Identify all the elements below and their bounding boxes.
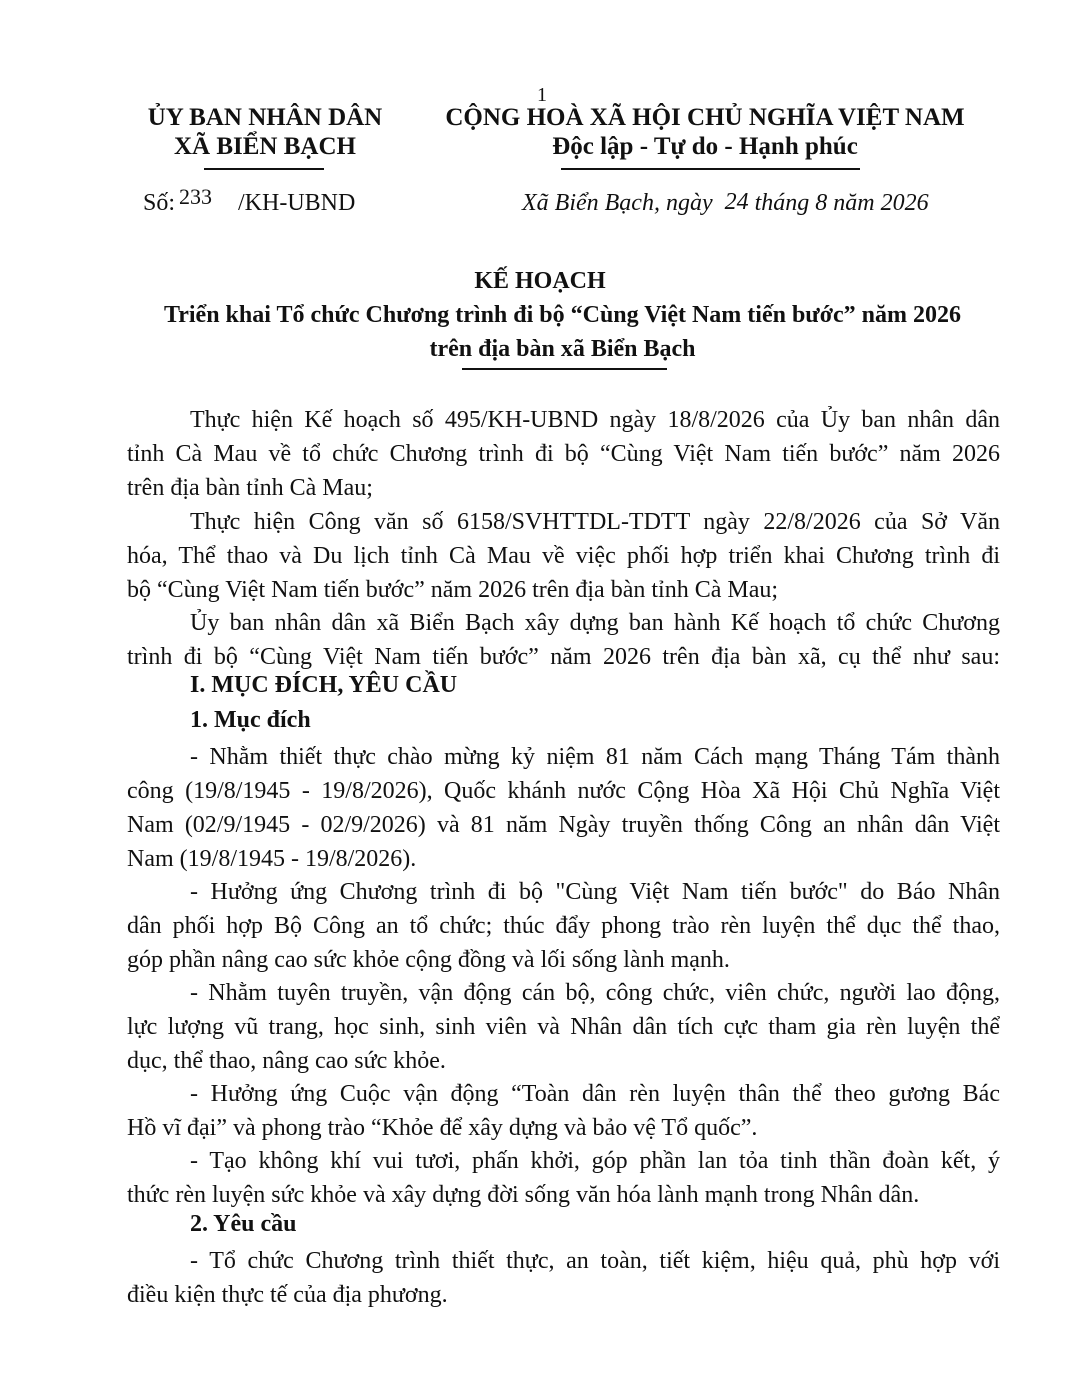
document-title-line-2: trên địa bàn xã Biển Bạch bbox=[429, 336, 696, 362]
text-line: điều kiện thực tế của địa phương. bbox=[127, 1282, 448, 1308]
subsection-2-heading: 2. Yêu cầu bbox=[190, 1211, 297, 1237]
document-number bbox=[143, 184, 356, 217]
text-line: hóa, Thể thao và Du lịch tỉnh Cà Mau về việc phối hợp triển khai Chương trình đi bbox=[127, 543, 1000, 569]
text-line: công (19/8/1945 - 19/8/2026), Quốc khánh nước Cộng Hòa Xã Hội Chủ Nghĩa Việt bbox=[127, 778, 1000, 804]
text-line: - Tạo không khí vui tươi, phấn khởi, góp phần lan tỏa tinh thần đoàn kết, ý bbox=[190, 1148, 1000, 1174]
text-line: thức rèn luyện sức khỏe và xây dựng đời sống văn hóa lành mạnh trong Nhân dân. bbox=[127, 1182, 920, 1208]
national-motto: Độc lập - Tự do - Hạnh phúc bbox=[552, 133, 858, 160]
date-month-label: tháng bbox=[754, 190, 810, 216]
intro-paragraph-1 bbox=[127, 403, 1000, 505]
purpose-item-2 bbox=[127, 875, 1000, 977]
issuer-name bbox=[110, 104, 420, 161]
date-day: 24 bbox=[724, 189, 749, 215]
text-line: trên địa bàn tỉnh Cà Mau; bbox=[127, 475, 373, 501]
number-label: Số: bbox=[143, 190, 176, 216]
subsection-1-heading: 1. Mục đích bbox=[190, 707, 311, 733]
purpose-item-1 bbox=[127, 740, 1000, 876]
text-line: Nam (02/9/1945 - 02/9/2026) và 81 năm Ngày truyền thống Công an nhân dân Việt bbox=[127, 812, 1000, 838]
text-line: bộ “Cùng Việt Nam tiến bước” năm 2026 trên địa bàn tỉnh Cà Mau; bbox=[127, 577, 779, 603]
text-line: góp phần nâng cao sức khỏe cộng đồng và lối sống lành mạnh. bbox=[127, 947, 730, 973]
text-line: Thực hiện Kế hoạch số 495/KH-UBND ngày 18/8/2026 của Ủy ban nhân dân bbox=[190, 407, 1000, 433]
text-line: - Nhằm tuyên truyền, vận động cán bộ, công chức, viên chức, người lao động, bbox=[190, 980, 1000, 1006]
date-year-label: năm bbox=[833, 190, 875, 216]
text-line: lực lượng vũ trang, học sinh, sinh viên và Nhân dân tích cực tham gia rèn luyện thể bbox=[127, 1014, 1000, 1040]
place-date-prefix: Xã Biển Bạch, ngày bbox=[522, 190, 713, 216]
intro-paragraph-2 bbox=[127, 505, 1000, 607]
text-line: Hồ vĩ đại” và phong trào “Khỏe để xây dựng và bảo vệ Tổ quốc”. bbox=[127, 1115, 758, 1141]
issuer-underline bbox=[204, 168, 324, 170]
page-number: 1 bbox=[537, 84, 547, 106]
date-year: 2026 bbox=[880, 190, 929, 216]
national-header bbox=[440, 104, 970, 161]
text-line: Nam (19/8/1945 - 19/8/2026). bbox=[127, 846, 417, 872]
number-value: 233 bbox=[179, 184, 213, 209]
text-line: - Hưởng ứng Cuộc vận động “Toàn dân rèn luyện thân thể theo gương Bác bbox=[190, 1081, 1000, 1107]
text-line: trình đi bộ “Cùng Việt Nam tiến bước” năm 2026 trên địa bàn xã, cụ thể như sau: bbox=[127, 644, 1000, 670]
text-line: Ủy ban nhân dân xã Biển Bạch xây dựng ban hành Kế hoạch tổ chức Chương bbox=[190, 610, 1000, 636]
section-1-heading: I. MỤC ĐÍCH, YÊU CẦU bbox=[190, 672, 458, 698]
text-line: - Hưởng ứng Chương trình đi bộ "Cùng Việt Nam tiến bước" do Báo Nhân bbox=[190, 879, 1000, 905]
national-title: CỘNG HOÀ XÃ HỘI CHỦ NGHĨA VIỆT NAM bbox=[445, 104, 965, 131]
issuer-line-1: ỦY BAN NHÂN DÂN bbox=[147, 104, 383, 131]
purpose-item-5 bbox=[127, 1144, 1000, 1212]
document-type: KẾ HOẠCH bbox=[474, 268, 606, 294]
text-line: dân phối hợp Bộ Công an tổ chức; thúc đẩy phong trào rèn luyện thể dục thể thao, bbox=[127, 913, 1000, 939]
document-title-line-1: Triển khai Tổ chức Chương trình đi bộ “Cùng Việt Nam tiến bước” năm 2026 bbox=[164, 302, 961, 328]
text-line: tỉnh Cà Mau về tổ chức Chương trình đi bộ “Cùng Việt Nam tiến bước” năm 2026 bbox=[127, 441, 1000, 467]
date-month: 8 bbox=[815, 190, 828, 216]
intro-paragraph-3 bbox=[127, 606, 1000, 674]
text-line: - Tổ chức Chương trình thiết thực, an toàn, tiết kiệm, hiệu quả, phù hợp với bbox=[190, 1248, 1000, 1274]
issuer-line-2: XÃ BIỂN BẠCH bbox=[174, 133, 356, 160]
text-line: - Nhằm thiết thực chào mừng kỷ niệm 81 năm Cách mạng Tháng Tám thành bbox=[190, 744, 1000, 770]
motto-underline bbox=[561, 168, 860, 170]
number-suffix: /KH-UBND bbox=[238, 190, 356, 216]
place-date bbox=[522, 190, 929, 217]
text-line: dục, thể thao, nâng cao sức khỏe. bbox=[127, 1048, 446, 1074]
purpose-item-4 bbox=[127, 1077, 1000, 1145]
purpose-item-3 bbox=[127, 976, 1000, 1078]
requirement-item-1 bbox=[127, 1244, 1000, 1312]
text-line: Thực hiện Công văn số 6158/SVHTTDL-TDTT ngày 22/8/2026 của Sở Văn bbox=[190, 509, 1000, 535]
title-underline bbox=[462, 368, 667, 370]
